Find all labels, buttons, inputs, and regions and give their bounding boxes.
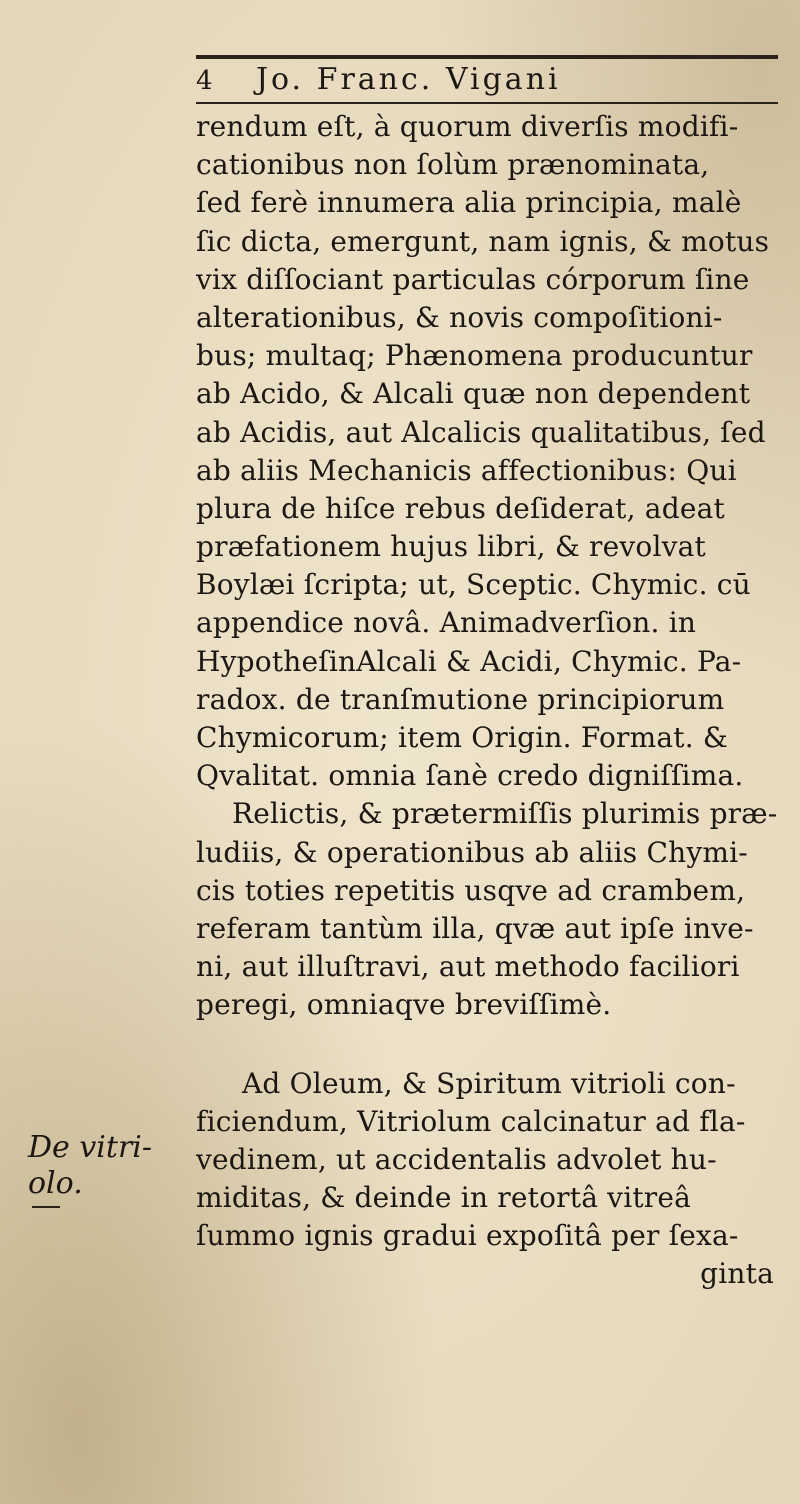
text-line: miditas, & deinde in retortâ vitreâ (196, 1181, 692, 1215)
text-line: bus; multaq; Phænomena producuntur (196, 339, 753, 373)
marginal-note-line: De vitri- (28, 1130, 153, 1165)
text-line: cationibus non ſolùm prænominata, (196, 148, 710, 182)
text-line: cis toties repetitis usqve ad crambem, (196, 873, 746, 907)
text-line: vedinem, ut accidentalis advolet hu- (196, 1142, 717, 1176)
marginal-note (28, 1130, 188, 1208)
catchword: ginta (700, 1257, 774, 1291)
text-line: referam tantùm illa, qvæ aut ipſe inve- (196, 911, 754, 945)
text-line: vix diſſociant particulas córporum ſine (196, 262, 750, 296)
paragraph-gap (196, 1025, 782, 1065)
text-line: Ad Oleum, & Spiritum vitrioli con- (242, 1066, 736, 1100)
header-rule (196, 102, 778, 104)
text-line: radox. de tranſmutione principiorum (196, 682, 725, 716)
marginal-rule (32, 1206, 60, 1208)
text-line: ab Acidis, aut Alcalicis qualitatibus, ſed (196, 415, 766, 449)
text-line: Chymicorum; item Origin. Format. & (196, 721, 729, 754)
text-line: peregi, omniaqve breviſſimè. (196, 988, 612, 1022)
text-line: ſic dicta, emergunt, nam ignis, & motus (196, 224, 770, 258)
text-line: ficiendum, Vitriolum calcinatur ad fla- (196, 1104, 746, 1138)
text-line: præfationem hujus libri, & revolvat (196, 530, 707, 564)
text-line: rendum eſt, à quorum diverſis modifi- (196, 110, 739, 143)
page-number: 4 (196, 66, 215, 96)
running-head (196, 62, 778, 102)
text-line: Qvalitat. omnia ſanè credo digniſſima. (196, 759, 744, 793)
running-title: Jo. Franc. Vigani (256, 62, 561, 97)
text-line: ab aliis Mechanicis affectionibus: Qui (196, 453, 737, 487)
text-line: HypotheſinAlcali & Acidi, Chymic. Pa- (196, 644, 742, 678)
marginal-note-line: olo. (28, 1166, 83, 1201)
text-line: alterationibus, & novis compoſitioni- (196, 300, 723, 334)
text-line: appendice novâ. Animadverſion. in (196, 606, 697, 640)
text-line: ludiis, & operationibus ab aliis Chymi- (196, 835, 748, 869)
text-line: ſed ferè innumera alia principia, malè (196, 186, 742, 220)
text-line: ni, aut illuſtravi, aut methodo faciliori (196, 950, 740, 984)
text-line: ab Acido, & Alcali quæ non dependent (196, 377, 751, 411)
text-line: Boylæi ſcripta; ut, Sceptic. Chymic. cū (196, 568, 751, 602)
text-line: Relictis, & prætermiſſis plurimis præ- (232, 797, 778, 831)
top-rule (196, 55, 778, 59)
text-line: ſummo ignis gradui expoſitâ per ſexa- (196, 1219, 739, 1253)
text-line: plura de hiſce rebus deſiderat, adeat (196, 491, 725, 525)
text-block (196, 108, 782, 1294)
